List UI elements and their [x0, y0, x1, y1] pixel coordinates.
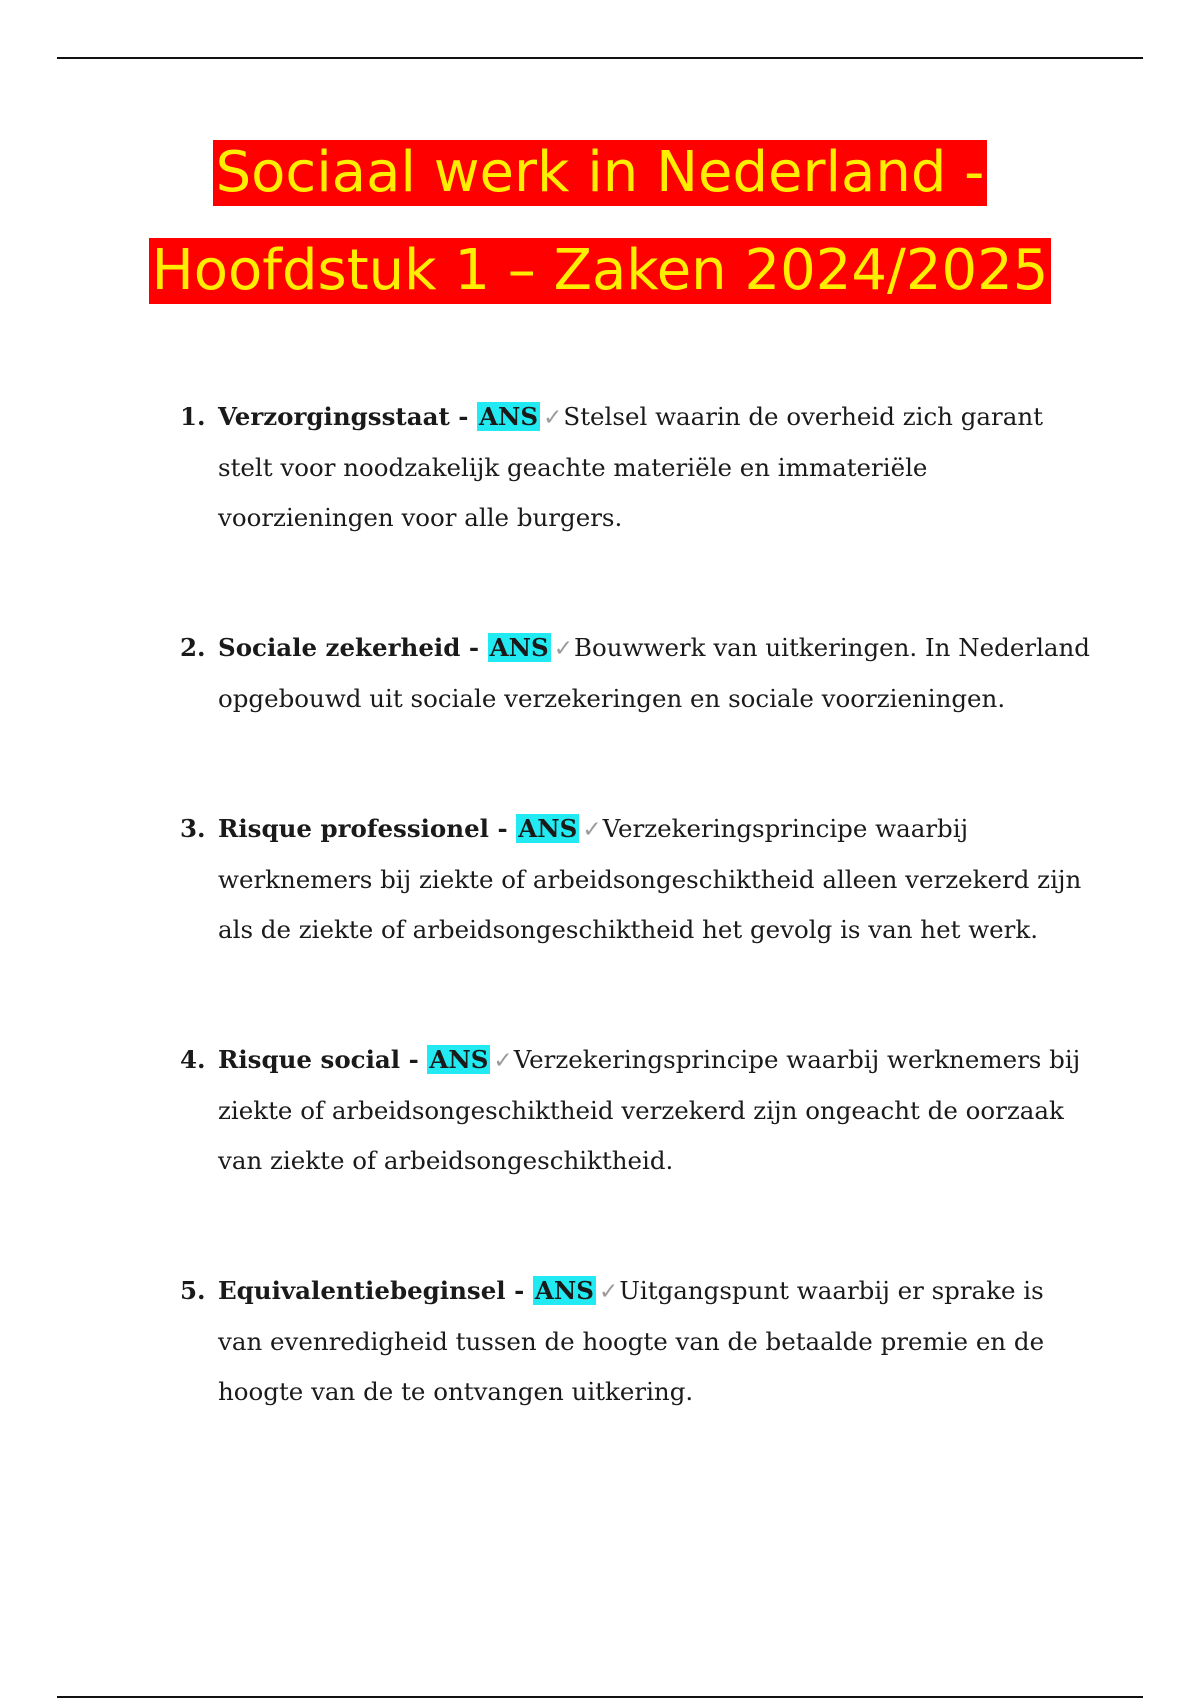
qa-item-4 [180, 1035, 1090, 1186]
item-number: 5. [180, 1276, 206, 1305]
item-separator: - [460, 633, 488, 662]
document-title [0, 140, 1200, 304]
title-line-1: Sociaal werk in Nederland - [213, 140, 988, 206]
item-number: 4. [180, 1045, 206, 1074]
page-top-rule [57, 57, 1143, 59]
qa-item-1 [180, 392, 1090, 543]
item-term: Risque professionel [218, 814, 489, 843]
qa-item-2 [180, 623, 1090, 724]
item-number: 3. [180, 814, 206, 843]
check-icon: ✓ [553, 636, 573, 662]
answer-label: ANS [429, 1045, 489, 1074]
item-definition: Stelsel waarin de overheid zich garant stelt voor noodzakelijk geachte materiële en immateriële voorzieningen voor alle burgers. [218, 402, 1043, 532]
answer-label: ANS [534, 1276, 594, 1305]
item-term: Verzorgingsstaat [218, 402, 450, 431]
qa-item-3 [180, 804, 1090, 955]
item-separator: - [488, 814, 517, 843]
item-term: Sociale zekerheid [218, 633, 461, 662]
item-definition: Uitgangspunt waarbij er sprake is van evenredigheid tussen de hoogte van de betaalde premie en de hoogte van de te ontvangen uitkering. [218, 1276, 1045, 1406]
qa-item-5 [180, 1266, 1090, 1417]
title-line-2: Hoofdstuk 1 – Zaken 2024/2025 [149, 238, 1052, 304]
answer-label: ANS [479, 402, 539, 431]
item-separator: - [505, 1276, 533, 1305]
check-icon: ✓ [543, 405, 563, 431]
item-term: Equivalentiebeginsel [218, 1276, 506, 1305]
answer-label: ANS [489, 633, 549, 662]
item-number: 2. [180, 633, 206, 662]
item-separator: - [400, 1045, 428, 1074]
check-icon: ✓ [582, 817, 602, 843]
item-definition: Verzekeringsprincipe waarbij werknemers bij ziekte of arbeidsongeschiktheid verzekerd zijn ongeacht de oorzaak van ziekte of arbeidsongeschiktheid. [218, 1045, 1081, 1175]
check-icon: ✓ [493, 1048, 513, 1074]
page-bottom-rule [57, 1696, 1143, 1698]
item-number: 1. [180, 402, 206, 431]
qa-list [180, 392, 1090, 1417]
item-term: Risque social [218, 1045, 401, 1074]
item-definition: Bouwwerk van uitkeringen. In Nederland opgebouwd uit sociale verzekeringen en sociale voorzieningen. [218, 633, 1090, 713]
check-icon: ✓ [598, 1279, 619, 1305]
item-definition: Verzekeringsprincipe waarbij werknemers bij ziekte of arbeidsongeschiktheid alleen verzekerd zijn als de ziekte of arbeidsongeschiktheid het gevolg is van het werk. [218, 814, 1082, 944]
answer-label: ANS [518, 814, 578, 843]
item-separator: - [449, 402, 478, 431]
